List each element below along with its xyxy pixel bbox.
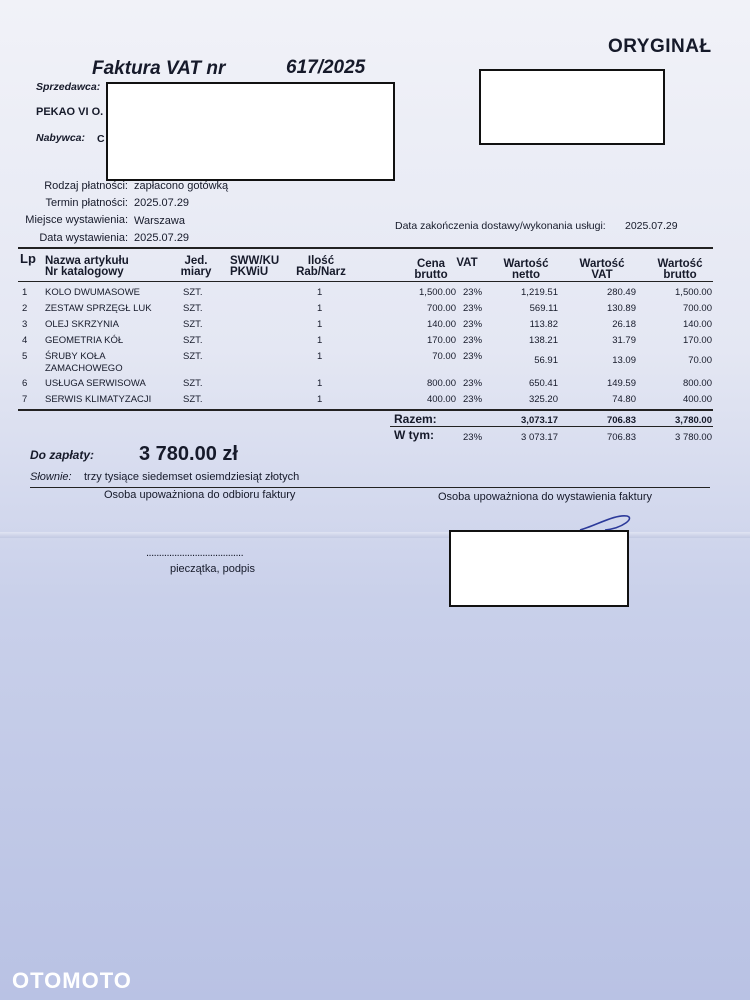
payment-type-label: Rodzaj płatności: [44, 180, 128, 192]
row-name: USŁUGA SERWISOWA [45, 378, 146, 389]
row-name: SERWIS KLIMATYZACJI [45, 394, 152, 405]
delivery-date: 2025.07.29 [625, 220, 678, 232]
row-net: 138.21 [528, 335, 558, 346]
row-vat-value: 26.18 [612, 319, 636, 330]
table-header-line [18, 281, 713, 282]
row-net: 56.91 [534, 355, 558, 366]
paper-fold [0, 532, 750, 538]
row-vat: 23% [463, 287, 483, 298]
total-label: Razem: [394, 412, 437, 426]
stamp-signature-label: pieczątka, podpis [170, 563, 255, 575]
row-vat: 23% [463, 394, 483, 405]
row-qty: 1 [317, 319, 323, 330]
row-vat: 23% [463, 303, 483, 314]
seller-partial: PEKAO VI O. [36, 106, 104, 118]
row-qty: 1 [317, 394, 323, 405]
incl-net: 3 073.17 [521, 432, 558, 443]
total-vat: 706.83 [606, 415, 636, 426]
row-price: 140.00 [426, 319, 456, 330]
amount-words-label: Słownie: [30, 471, 72, 483]
row-lp: 3 [22, 319, 28, 330]
row-price: 400.00 [426, 394, 456, 405]
col-header-qty: Ilość Rab/Narz [296, 255, 346, 278]
row-name: ŚRUBY KOŁA [45, 351, 106, 362]
payment-due: 2025.07.29 [134, 197, 190, 209]
row-lp: 6 [22, 378, 28, 389]
issue-date-label: Data wystawienia: [39, 232, 128, 244]
row-unit: SZT. [183, 335, 203, 346]
row-gross: 70.00 [688, 355, 712, 366]
row-lp: 5 [22, 351, 28, 362]
row-vat-value: 130.89 [606, 303, 636, 314]
receiver-label: Osoba upoważniona do odbioru faktury [104, 489, 296, 501]
row-vat: 23% [463, 335, 483, 346]
row-name: OLEJ SKRZYNIA [45, 319, 119, 330]
total-net: 3,073.17 [521, 415, 558, 426]
incl-rate: 23% [463, 432, 483, 443]
row-qty: 1 [317, 287, 323, 298]
row-vat-value: 31.79 [612, 335, 636, 346]
row-gross: 700.00 [682, 303, 712, 314]
payment-due-label: Termin płatności: [45, 197, 128, 209]
row-vat-value: 280.49 [606, 287, 636, 298]
col-header-vat-value: Wartość VAT [579, 258, 625, 281]
row-lp: 4 [22, 335, 28, 346]
issue-date: 2025.07.29 [134, 232, 190, 244]
redaction-box-header-right [479, 69, 665, 145]
col-header-lp: Lp [20, 251, 36, 266]
otomoto-watermark: OTOMOTO [12, 968, 132, 993]
seller-label: Sprzedawca: [36, 81, 101, 93]
row-lp: 2 [22, 303, 28, 314]
row-net: 569.11 [529, 303, 558, 314]
issuer-label: Osoba upoważniona do wystawienia faktury [438, 491, 653, 503]
amount-words: trzy tysiące siedemset osiemdziesiąt złotych [84, 471, 300, 483]
delivery-label: Data zakończenia dostawy/wykonania usługi: [395, 220, 606, 232]
row-unit: SZT. [183, 394, 203, 405]
row-price: 800.00 [426, 378, 456, 389]
row-net: 325.20 [528, 394, 558, 405]
row-unit: SZT. [183, 378, 203, 389]
place: Warszawa [134, 215, 185, 227]
table-bottom-line [18, 409, 713, 411]
place-label: Miejsce wystawienia: [25, 214, 128, 226]
row-lp: 7 [22, 394, 28, 405]
row-gross: 170.00 [682, 335, 712, 346]
row-vat-value: 149.59 [606, 378, 636, 389]
incl-gross: 3 780.00 [675, 432, 712, 443]
row-vat: 23% [463, 319, 483, 330]
col-header-name: Nazwa artykułu Nr katalogowy [45, 255, 129, 278]
payment-type: zapłacono gotówką [134, 180, 229, 192]
row-vat: 23% [463, 378, 483, 389]
table-top-line [18, 247, 713, 249]
row-vat-value: 13.09 [612, 355, 636, 366]
row-qty: 1 [317, 351, 323, 362]
col-header-sww: SWW/KU PKWiU [230, 255, 280, 278]
incl-vat: 706.83 [606, 432, 636, 443]
amount-due-label: Do zapłaty: [30, 448, 95, 462]
row-unit: SZT. [183, 303, 203, 314]
col-header-gross: Wartość brutto [657, 258, 703, 281]
row-gross: 140.00 [682, 319, 712, 330]
row-price: 1,500.00 [419, 287, 456, 298]
row-name-continued: ZAMACHOWEGO [45, 363, 123, 374]
row-price: 700.00 [426, 303, 456, 314]
row-net: 1,219.51 [521, 287, 558, 298]
row-gross: 800.00 [682, 378, 712, 389]
row-name: ZESTAW SPRZĘGŁ LUK [45, 303, 152, 314]
buyer-partial: C [97, 133, 105, 145]
row-name: KOLO DWUMASOWE [45, 287, 141, 298]
amount-due: 3 780.00 zł [139, 443, 238, 465]
original-stamp: ORYGINAŁ [608, 36, 712, 57]
row-price: 170.00 [426, 335, 456, 346]
col-header-vat: VAT [456, 257, 478, 269]
redaction-box-signature [449, 530, 629, 607]
col-header-price: Cena brutto [414, 258, 448, 281]
row-gross: 1,500.00 [675, 287, 712, 298]
col-header-net: Wartość netto [503, 258, 549, 281]
row-unit: SZT. [183, 319, 203, 330]
row-net: 650.41 [528, 378, 558, 389]
row-net: 113.82 [529, 319, 558, 330]
redaction-box-seller [106, 82, 395, 181]
col-header-unit: Jed. miary [180, 255, 212, 278]
row-unit: SZT. [183, 351, 203, 362]
row-vat-value: 74.80 [612, 394, 636, 405]
signature-dots: ...................................... [146, 547, 244, 559]
buyer-label: Nabywca: [36, 132, 86, 144]
row-gross: 400.00 [682, 394, 712, 405]
totals-line [390, 426, 713, 427]
row-lp: 1 [22, 287, 28, 298]
row-unit: SZT. [183, 287, 203, 298]
total-gross: 3,780.00 [675, 415, 712, 426]
incl-label: W tym: [394, 428, 434, 442]
row-price: 70.00 [432, 351, 456, 362]
invoice-title: Faktura VAT nr [92, 58, 226, 79]
row-qty: 1 [317, 335, 323, 346]
signature-line [30, 487, 710, 488]
row-vat: 23% [463, 351, 483, 362]
invoice-number: 617/2025 [286, 57, 366, 78]
row-qty: 1 [317, 303, 323, 314]
row-name: GEOMETRIA KÓŁ [45, 335, 124, 346]
row-qty: 1 [317, 378, 323, 389]
